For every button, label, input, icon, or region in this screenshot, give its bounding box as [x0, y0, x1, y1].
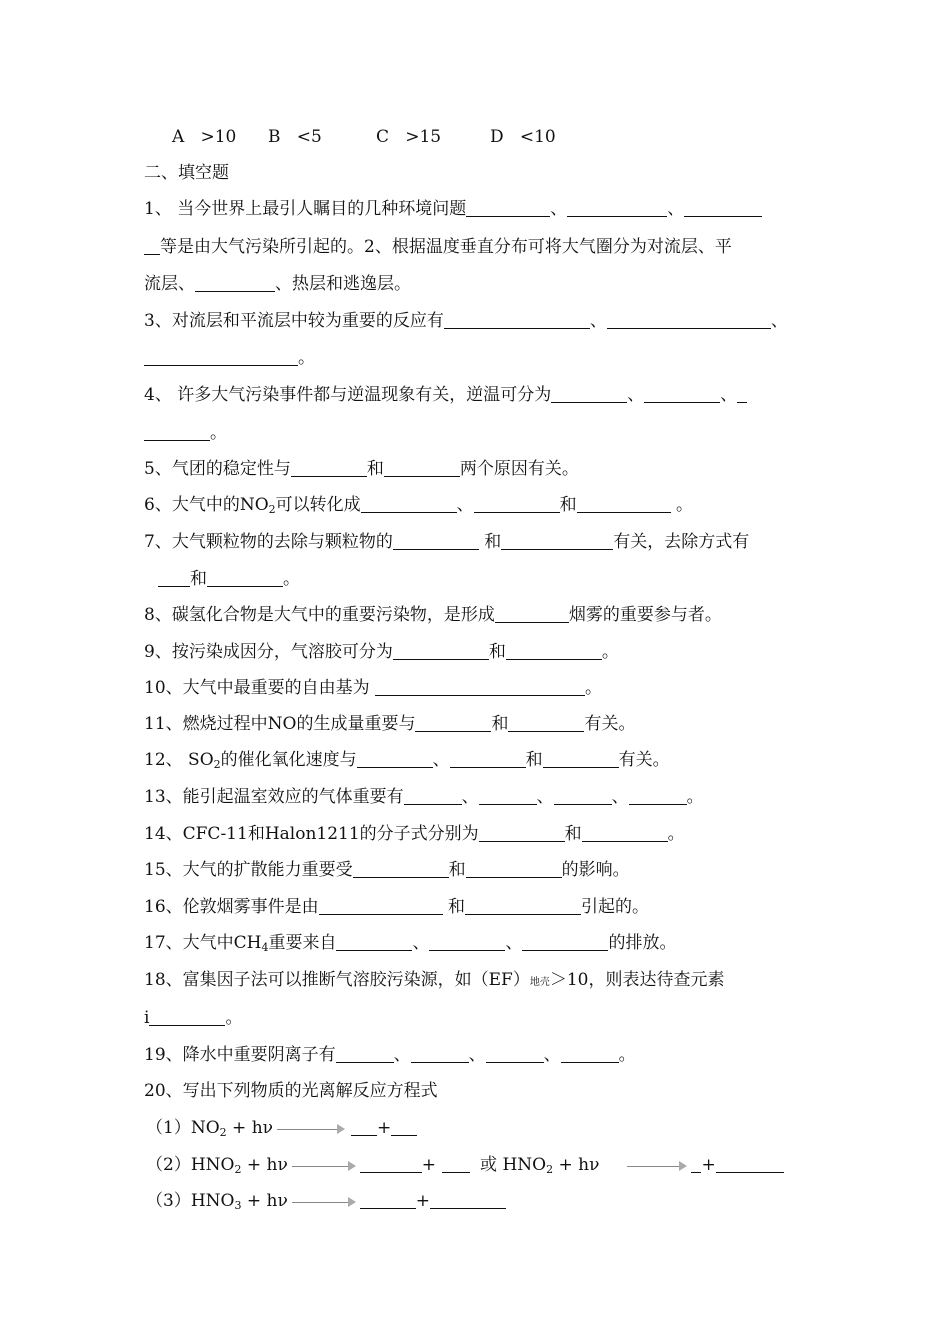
blank[interactable]	[429, 932, 505, 951]
question-16: 16、伦敦烟雾事件是由 和 引起的。	[144, 897, 650, 917]
question-3-cont: 。	[144, 346, 315, 370]
option-d: D <10	[490, 127, 556, 147]
blank[interactable]	[479, 823, 565, 842]
blank[interactable]	[336, 1044, 394, 1063]
question-18: 18、富集因子法可以推断气溶胶污染源，如（EF）地壳＞10，则表达待查元素	[144, 970, 725, 990]
question-17: 17、大气中$CH_4$重要来自 、 、 的排放。	[144, 933, 677, 954]
blank[interactable]	[415, 713, 491, 732]
blank[interactable]	[444, 310, 590, 329]
blank[interactable]	[466, 859, 562, 878]
blank[interactable]	[551, 384, 627, 403]
question-3: 3、对流层和平流层中较为重要的反应有 、 、	[144, 311, 788, 331]
blank[interactable]	[495, 604, 569, 623]
question-11: 11、燃烧过程中NO的生成量重要与 和 有关。	[144, 714, 636, 734]
reaction-3: $(3)HNO_3 + h\nu$ +	[146, 1189, 506, 1213]
question-8: 8、碳氢化合物是大气中的重要污染物，是形成 烟雾的重要参与者。	[144, 605, 722, 625]
question-15: 15、大气的扩散能力重要受 和 的影响。	[144, 860, 630, 880]
blank[interactable]	[554, 786, 612, 805]
blank[interactable]	[486, 1044, 544, 1063]
blank[interactable]	[737, 384, 747, 403]
blank[interactable]	[411, 1044, 469, 1063]
reaction-arrow-icon	[277, 1124, 347, 1134]
blank[interactable]	[466, 198, 550, 217]
question-7-cont: 和 。	[158, 567, 300, 591]
reaction-1: $(1)NO_2 + h\nu$ +	[146, 1116, 417, 1140]
blank[interactable]	[195, 273, 275, 292]
blank[interactable]	[158, 568, 190, 587]
blank[interactable]	[644, 384, 720, 403]
blank[interactable]	[479, 786, 537, 805]
question-18-cont: i 。	[144, 1008, 243, 1028]
blank[interactable]	[353, 859, 449, 878]
blank[interactable]	[442, 1154, 470, 1173]
question-20: 20、写出下列物质的光离解反应方程式	[144, 1081, 438, 1101]
blank[interactable]	[391, 1117, 417, 1136]
blank[interactable]	[144, 422, 210, 441]
question-2-cont: 流层、 、热层和逃逸层。	[144, 274, 411, 294]
question-5: 5、气团的稳定性与 和 两个原因有关。	[144, 459, 579, 479]
blank[interactable]	[684, 198, 762, 217]
blank[interactable]	[360, 1190, 416, 1209]
question-19: 19、降水中重要阴离子有 、 、 、 。	[144, 1045, 636, 1065]
blank[interactable]	[319, 896, 443, 915]
blank[interactable]	[144, 347, 298, 366]
question-14: 14、CFC-11和Halon1211的分子式分别为 和 。	[144, 824, 685, 844]
blank[interactable]	[336, 932, 412, 951]
option-c: C >15	[376, 127, 442, 147]
blank[interactable]	[207, 568, 283, 587]
choice-options	[172, 125, 556, 149]
blank[interactable]	[501, 531, 613, 550]
blank[interactable]	[357, 749, 433, 768]
blank[interactable]	[543, 749, 619, 768]
reaction-2: $(2)HNO_2 + h\nu$ + 或 $HNO_2 + h\nu$ +	[146, 1153, 784, 1177]
blank[interactable]	[393, 531, 479, 550]
reaction-arrow-icon	[292, 1161, 356, 1171]
option-a: A >10	[172, 127, 237, 147]
blank[interactable]	[291, 458, 367, 477]
blank[interactable]	[508, 713, 584, 732]
blank[interactable]	[384, 458, 460, 477]
blank[interactable]	[144, 236, 160, 255]
blank[interactable]	[522, 932, 608, 951]
blank[interactable]	[149, 1007, 225, 1026]
question-13: 13、能引起温室效应的气体重要有 、 、 、 。	[144, 787, 704, 807]
option-b: B <5	[268, 127, 322, 147]
section-title: 二、填空题	[144, 163, 229, 183]
reaction-arrow-icon	[292, 1197, 356, 1207]
reaction-arrow-icon	[627, 1161, 687, 1171]
question-9: 9、按污染成因分，气溶胶可分为 和 。	[144, 642, 619, 662]
question-4: 4、 许多大气污染事件都与逆温现象有关，逆温可分为 、 、	[144, 383, 747, 407]
blank[interactable]	[629, 786, 687, 805]
blank[interactable]	[716, 1154, 784, 1173]
blank[interactable]	[567, 198, 667, 217]
blank[interactable]	[577, 494, 671, 513]
question-6: 6、大气中的$NO_2$可以转化成 、 和 。	[144, 495, 694, 516]
question-1: 1、 当今世界上最引人瞩目的几种环境问题 、 、	[144, 197, 762, 221]
question-1-cont: 等是由大气污染所引起的。2、根据温度垂直分布可将大气圈分为对流层、平	[144, 235, 732, 259]
blank[interactable]	[582, 823, 668, 842]
question-10: 10、大气中最重要的自由基为 。	[144, 678, 603, 698]
blank[interactable]	[561, 1044, 619, 1063]
blank[interactable]	[450, 749, 526, 768]
blank[interactable]	[465, 896, 581, 915]
question-12: 12、 $SO_2$的催化氧化速度与 、 和 有关。	[144, 750, 670, 771]
blank[interactable]	[607, 310, 771, 329]
question-4-cont: 。	[144, 421, 227, 445]
blank[interactable]	[375, 677, 585, 696]
blank[interactable]	[691, 1154, 701, 1173]
blank[interactable]	[393, 641, 489, 660]
blank[interactable]	[351, 1117, 377, 1136]
blank[interactable]	[361, 494, 457, 513]
blank[interactable]	[474, 494, 560, 513]
blank[interactable]	[430, 1190, 506, 1209]
blank[interactable]	[506, 641, 602, 660]
blank[interactable]	[404, 786, 462, 805]
question-7: 7、大气颗粒物的去除与颗粒物的 和 有关，去除方式有	[144, 532, 750, 552]
blank[interactable]	[360, 1154, 422, 1173]
